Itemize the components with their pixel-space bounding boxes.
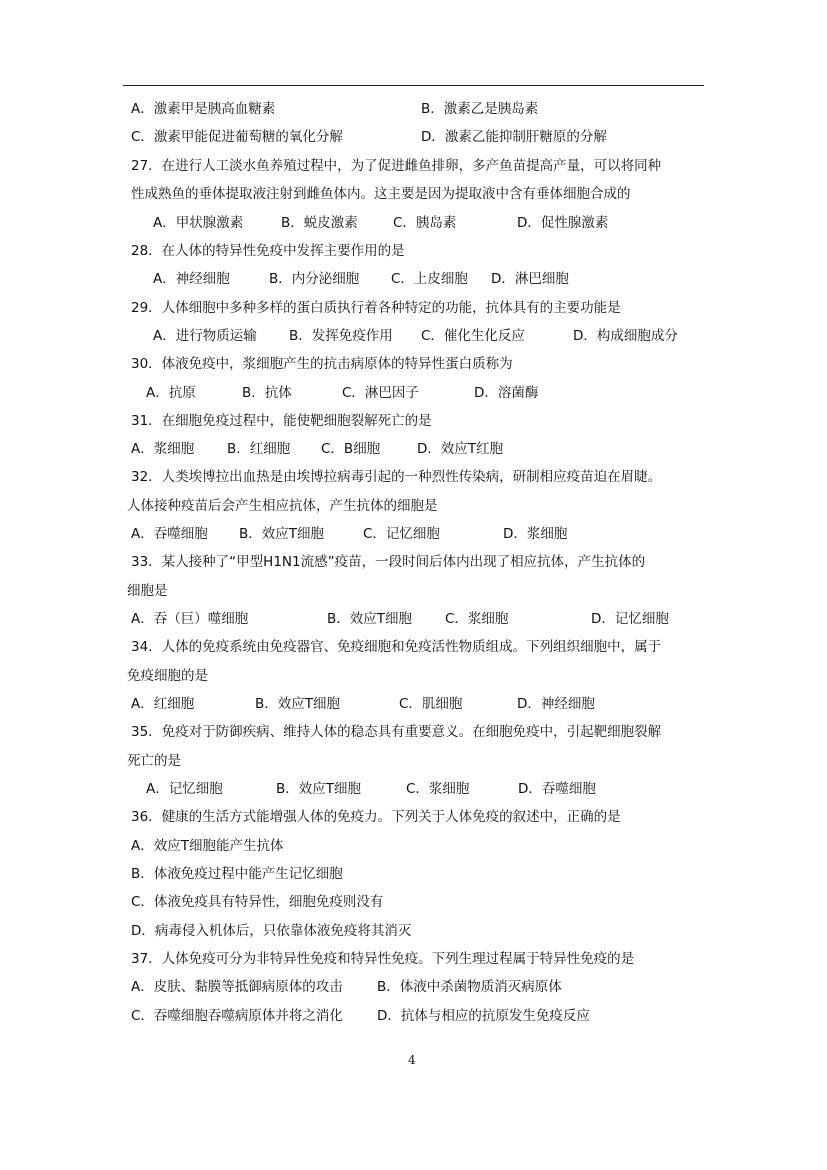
option-b: B．抗体 (242, 385, 292, 401)
option-a: A．红细胞 (131, 696, 195, 712)
question-29-stem: 29．人体细胞中多种多样的蛋白质执行着各种特定的功能，抗体具有的主要功能是 (131, 300, 621, 316)
option-d: D．记忆细胞 (591, 611, 669, 627)
option-d: D．构成细胞成分 (573, 328, 678, 344)
option-b: B．蜕皮激素 (281, 215, 358, 231)
option-d: D．激素乙能抑制肝糖原的分解 (421, 129, 607, 145)
option-b: B．红细胞 (227, 441, 291, 457)
option-c: C．胰岛素 (393, 215, 457, 231)
question-34-stem-cont: 免疫细胞的是 (127, 668, 208, 684)
option-b: B．体液免疫过程中能产生记忆细胞 (131, 866, 343, 882)
option-c: C．肌细胞 (399, 696, 463, 712)
option-d: D．浆细胞 (503, 526, 568, 542)
question-34-stem: 34．人体的免疫系统由免疫器官、免疫细胞和免疫活性物质组成。下列组织细胞中，属于 (131, 639, 662, 655)
option-c: C．浆细胞 (445, 611, 509, 627)
question-30-stem: 30．体液免疫中，浆细胞产生的抗击病原体的特异性蛋白质称为 (131, 356, 513, 372)
question-35-stem-cont: 死亡的是 (127, 753, 181, 769)
option-a: A．神经细胞 (153, 271, 230, 287)
option-c: C．淋巴因子 (342, 385, 419, 401)
question-37-stem: 37．人体免疫可分为非特异性免疫和特异性免疫。下列生理过程属于特异性免疫的是 (131, 951, 635, 967)
option-d: D．效应T红胞 (417, 441, 504, 457)
option-c: C．记忆细胞 (363, 526, 440, 542)
option-a: A．吞（巨）噬细胞 (131, 611, 249, 627)
option-b: B．内分泌细胞 (269, 271, 360, 287)
question-32-stem: 32．人类埃博拉出血热是由埃博拉病毒引起的一种烈性传染病，研制相应疫苗迫在眉睫。 (131, 469, 662, 485)
option-c: C．吞噬细胞吞噬病原体并将之消化 (131, 1008, 343, 1024)
option-a: A．皮肤、黏膜等抵御病原体的攻击 (131, 979, 343, 995)
question-28-stem: 28．在人体的特异性免疫中发挥主要作用的是 (131, 243, 405, 259)
option-a: A．甲状腺激素 (153, 215, 244, 231)
option-d: D．抗体与相应的抗原发生免疫反应 (377, 1008, 590, 1024)
page-number: 4 (408, 1053, 416, 1067)
option-b: B．效应T细胞 (239, 526, 325, 542)
question-27-stem: 27．在进行人工淡水鱼养殖过程中，为了促进雌鱼排卵，多产鱼苗提高产量，可以将同种 (131, 158, 662, 174)
option-d: D．溶菌酶 (474, 385, 539, 401)
option-a: A．效应T细胞能产生抗体 (131, 838, 284, 854)
option-d: D．病毒侵入机体后，只依靠体液免疫将其消灭 (131, 923, 412, 939)
option-c: C．体液免疫具有特异性，细胞免疫则没有 (131, 894, 384, 910)
option-b: B．体液中杀菌物质消灭病原体 (377, 979, 562, 995)
option-c: C．浆细胞 (406, 781, 470, 797)
question-33-stem: 33．某人接种了“甲型H1N1流感”疫苗，一段时间后体内出现了相应抗体，产生抗体的 (131, 554, 646, 570)
header-rule (123, 85, 704, 86)
option-b: B．效应T细胞 (255, 696, 341, 712)
option-a: A．记忆细胞 (146, 781, 223, 797)
option-d: D．淋巴细胞 (491, 271, 569, 287)
option-c: C．B细胞 (321, 441, 381, 457)
question-31-stem: 31．在细胞免疫过程中，能使靶细胞裂解死亡的是 (131, 413, 432, 429)
option-b: B．效应T细胞 (276, 781, 362, 797)
option-c: C．催化生化反应 (421, 328, 525, 344)
option-b: B．激素乙是胰岛素 (421, 101, 539, 117)
option-a: A．浆细胞 (131, 441, 195, 457)
option-b: B．发挥免疫作用 (289, 328, 393, 344)
option-a: A．进行物质运输 (153, 328, 257, 344)
option-b: B．效应T细胞 (327, 611, 413, 627)
option-d: D．促性腺激素 (517, 215, 609, 231)
option-c: C．上皮细胞 (391, 271, 468, 287)
option-a: A．激素甲是胰高血糖素 (131, 101, 276, 117)
question-33-stem-cont: 细胞是 (127, 583, 168, 599)
option-d: D．吞噬细胞 (518, 781, 596, 797)
question-35-stem: 35．免疫对于防御疾病、维持人体的稳态具有重要意义。在细胞免疫中，引起靶细胞裂解 (131, 724, 662, 740)
option-d: D．神经细胞 (517, 696, 595, 712)
question-32-stem-cont: 人体接种疫苗后会产生相应抗体，产生抗体的细胞是 (127, 498, 438, 514)
option-a: A．吞噬细胞 (131, 526, 208, 542)
option-c: C．激素甲能促进葡萄糖的氧化分解 (131, 129, 343, 145)
question-36-stem: 36．健康的生活方式能增强人体的免疫力。下列关于人体免疫的叙述中，正确的是 (131, 809, 621, 825)
option-a: A．抗原 (146, 385, 196, 401)
question-27-stem-cont: 性成熟鱼的垂体提取液注射到雌鱼体内。这主要是因为提取液中含有垂体细胞合成的 (131, 186, 631, 202)
